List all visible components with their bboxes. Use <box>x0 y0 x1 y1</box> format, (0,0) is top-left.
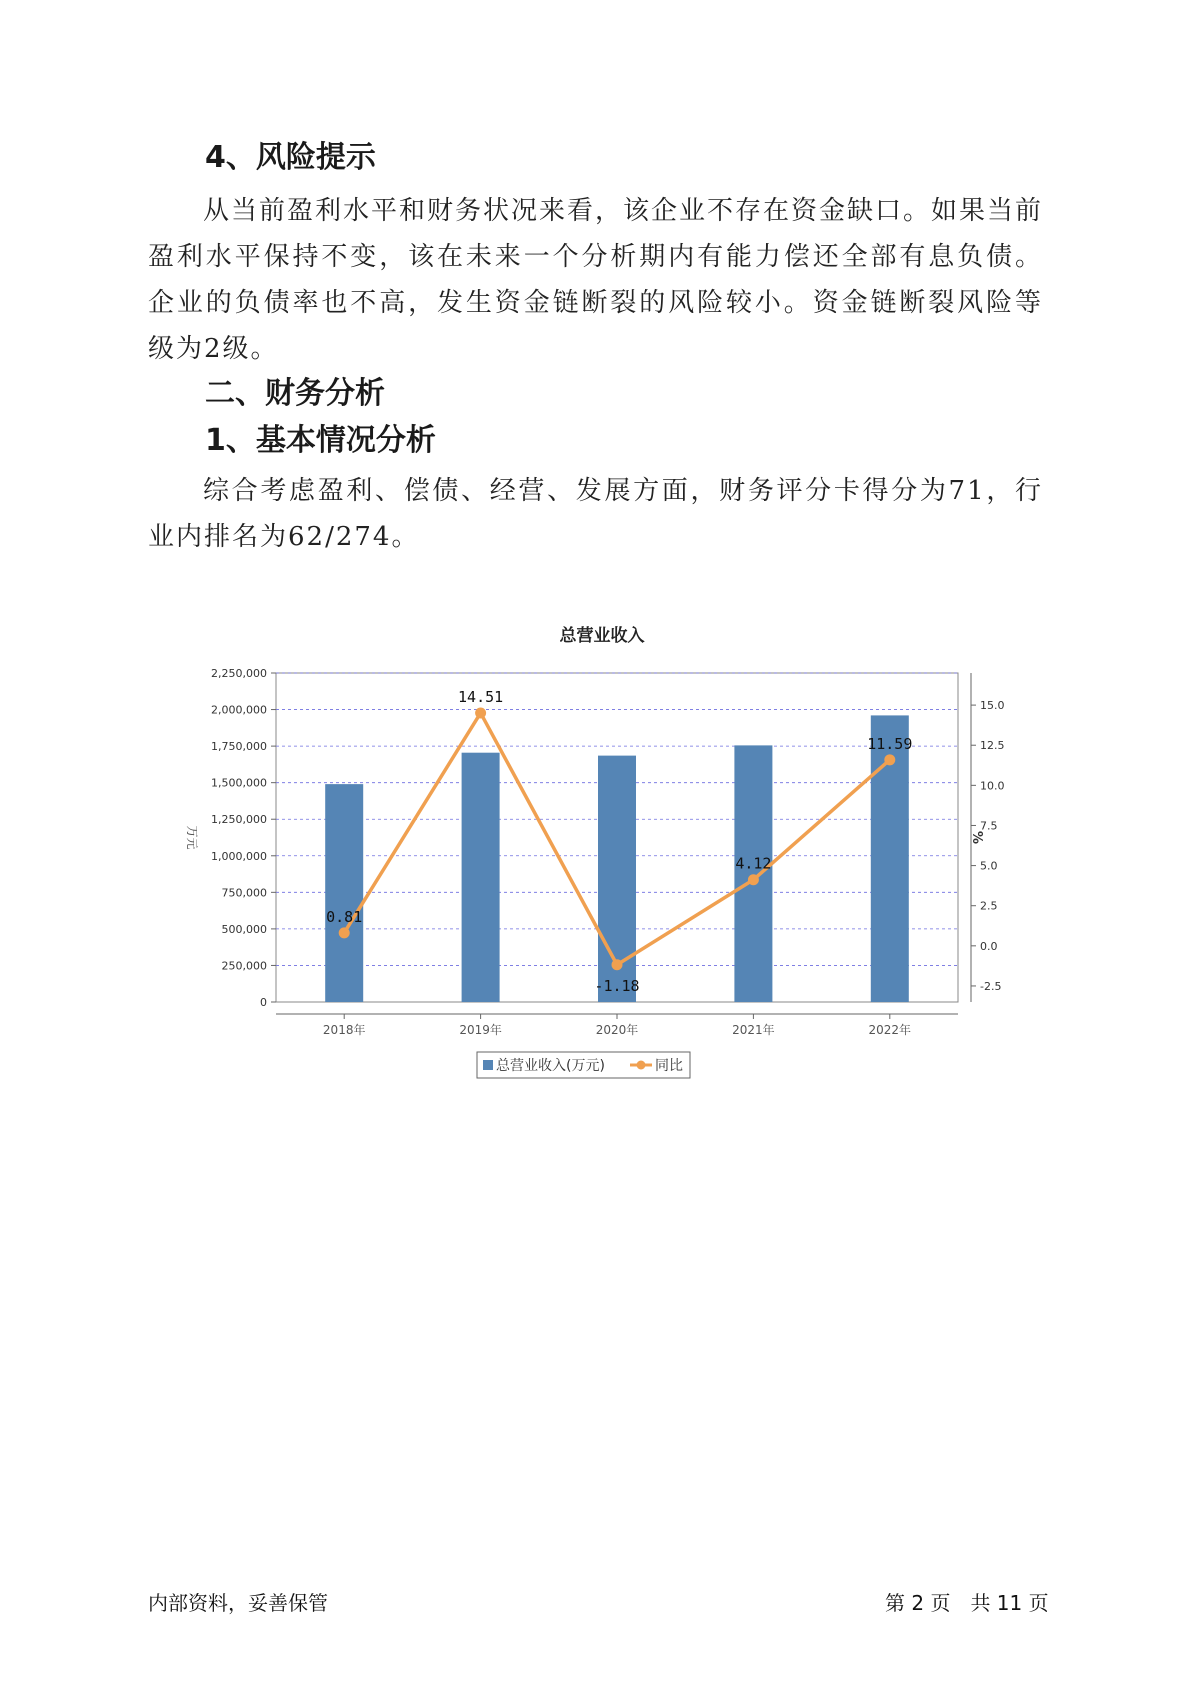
basic-analysis-heading: 1、基本情况分析 <box>205 423 436 458</box>
x-tick-label: 2020年 <box>595 1023 639 1037</box>
y2-tick-label: 0.0 <box>980 939 998 953</box>
revenue-chart <box>170 615 1005 1075</box>
y-tick-label: 500,000 <box>221 922 267 936</box>
y2-tick-label: 7.5 <box>980 819 998 833</box>
y2-tick-label: 5.0 <box>980 859 998 873</box>
y-tick-label: 250,000 <box>221 959 267 973</box>
x-tick-label: 2019年 <box>459 1023 502 1037</box>
x-tick-label: 2018年 <box>322 1023 366 1037</box>
yoy-data-label: 11.59 <box>867 734 913 753</box>
yoy-data-label: 4.12 <box>735 854 772 873</box>
chart-title: 总营业收入 <box>559 626 645 646</box>
y2-tick-label: 12.5 <box>980 739 1005 753</box>
risk-paragraph: 从当前盈利水平和财务状况来看，该企业不存在资金缺口。如果当前盈利水平保持不变，该在未来一个分析期内有能力偿还全部有息负债。企业的负债率也不高，发生资金链断裂的风险较小。资金链断裂风险等级为2级。 <box>148 196 1044 364</box>
legend-line-label: 同比 <box>655 1058 683 1074</box>
yoy-point <box>884 754 895 765</box>
score-paragraph: 综合考虑盈利、偿债、经营、发展方面，财务评分卡得分为71，行业内排名为62/274。 <box>148 476 1043 552</box>
y2-tick-label: 10.0 <box>980 779 1005 793</box>
yoy-point <box>339 927 350 938</box>
revenue-bar <box>462 753 500 1002</box>
y2-tick-label: -2.5 <box>980 979 1002 993</box>
y2-axis-title: % <box>969 830 984 845</box>
y-tick-label: 1,250,000 <box>211 813 267 827</box>
y-tick-label: 1,750,000 <box>211 740 267 754</box>
y-tick-label: 750,000 <box>221 886 267 900</box>
y-tick-label: 2,250,000 <box>211 667 267 680</box>
y-tick-label: 0 <box>260 996 267 1009</box>
finance-heading: 二、财务分析 <box>205 376 385 411</box>
legend-bar-label: 总营业收入(万元) <box>496 1058 605 1074</box>
y-tick-label: 1,000,000 <box>211 849 267 863</box>
yoy-point <box>612 959 623 970</box>
x-tick-label: 2022年 <box>868 1023 912 1037</box>
yoy-point <box>475 707 486 718</box>
y-axis-title: 万元 <box>185 825 199 850</box>
footer-page-number: 第 2 页 共 11 页 <box>885 1591 1049 1615</box>
y-tick-label: 1,500,000 <box>211 776 267 790</box>
legend-line-marker <box>637 1061 646 1070</box>
y2-tick-label: 2.5 <box>980 899 998 913</box>
y-tick-label: 2,000,000 <box>211 703 267 717</box>
revenue-bar <box>734 745 772 1002</box>
revenue-bar <box>325 784 363 1002</box>
y2-tick-label: 15.0 <box>980 699 1005 713</box>
legend-bar-swatch <box>483 1060 493 1070</box>
yoy-data-label: -1.18 <box>594 976 640 995</box>
yoy-point <box>748 874 759 885</box>
yoy-data-label: 14.51 <box>458 687 504 706</box>
risk-heading: 4、风险提示 <box>205 140 376 175</box>
footer-confidential: 内部资料，妥善保管 <box>148 1591 328 1615</box>
yoy-data-label: 0.81 <box>326 907 363 926</box>
x-tick-label: 2021年 <box>732 1023 775 1037</box>
